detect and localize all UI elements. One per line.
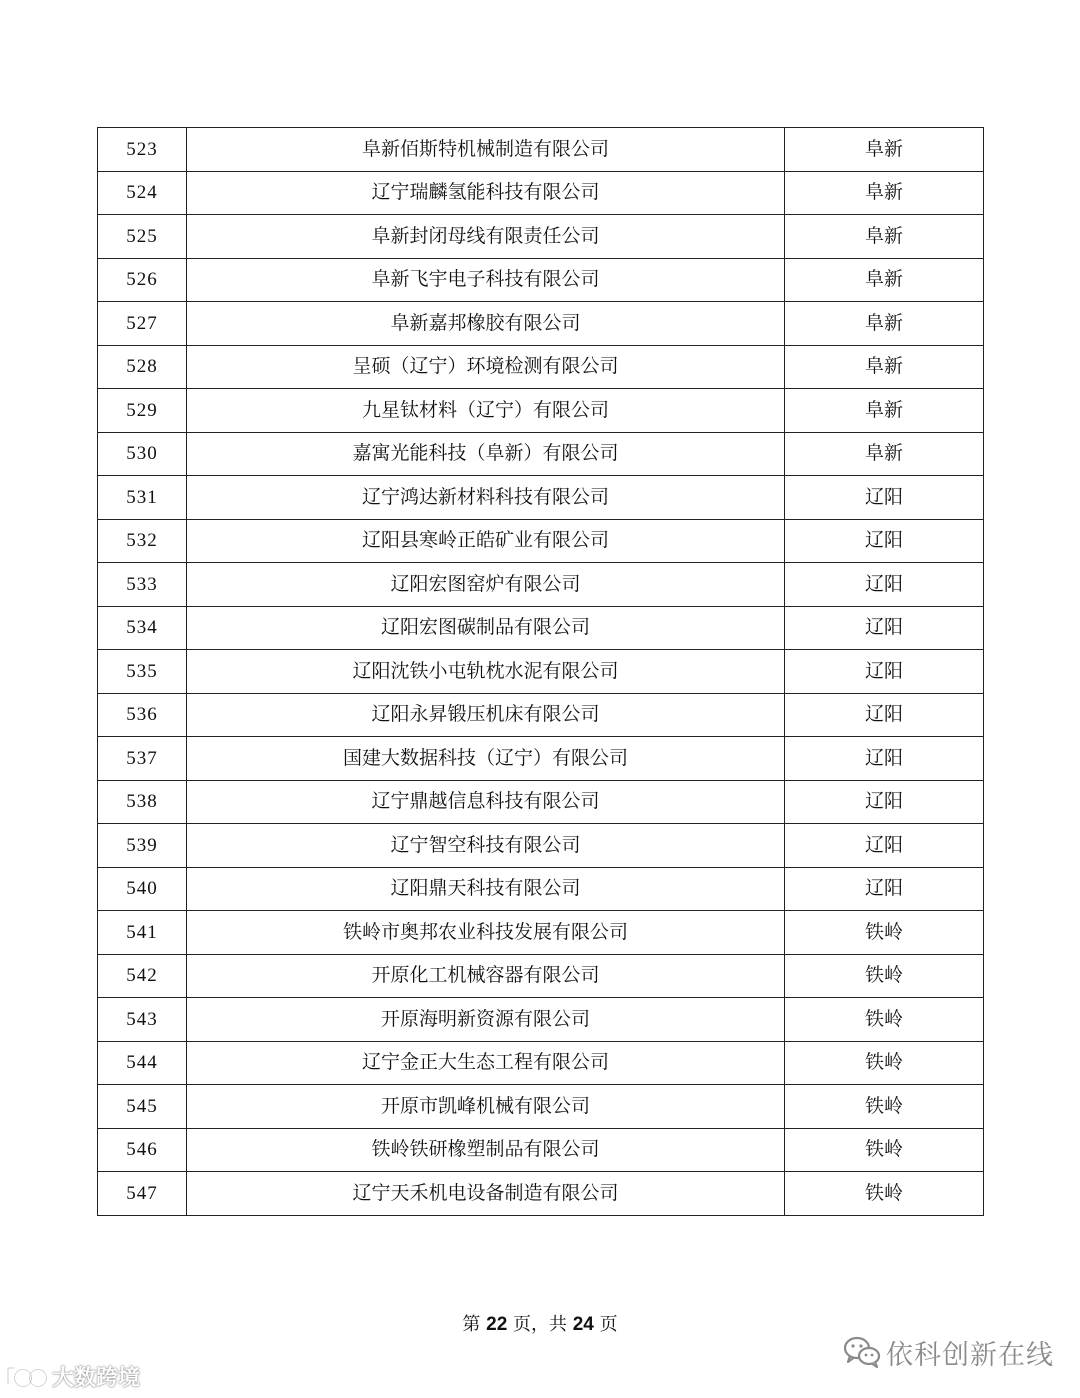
row-number: 528 [98,345,187,389]
table-row [98,998,984,1042]
table-row [98,911,984,955]
city-name: 阜新 [785,302,984,346]
company-name: 阜新飞宇电子科技有限公司 [187,258,785,302]
company-name: 国建大数据科技（辽宁）有限公司 [187,737,785,781]
table-row [98,650,984,694]
row-number: 538 [98,780,187,824]
table-row [98,867,984,911]
brand-logo-icon [4,1362,48,1390]
table-row [98,345,984,389]
footer-prefix: 第 [462,1314,481,1335]
row-number: 546 [98,1128,187,1172]
company-name: 辽宁鸿达新材料科技有限公司 [187,476,785,520]
table-row [98,476,984,520]
table-row [98,1085,984,1129]
company-name: 阜新封闭母线有限责任公司 [187,215,785,259]
row-number: 529 [98,389,187,433]
table-row [98,215,984,259]
footer-page-number: 22 [486,1314,508,1335]
city-name: 阜新 [785,215,984,259]
row-number: 540 [98,867,187,911]
row-number: 533 [98,563,187,607]
company-name: 辽宁瑞麟氢能科技有限公司 [187,171,785,215]
row-number: 523 [98,128,187,172]
company-name: 辽宁鼎越信息科技有限公司 [187,780,785,824]
company-name: 辽阳宏图窑炉有限公司 [187,563,785,607]
brand-watermark [4,1360,140,1392]
table-row [98,563,984,607]
company-name: 九星钛材料（辽宁）有限公司 [187,389,785,433]
wechat-watermark [842,1334,1054,1370]
table-row [98,824,984,868]
footer-suffix: 页 [599,1314,618,1335]
city-name: 辽阳 [785,650,984,694]
row-number: 530 [98,432,187,476]
company-name: 辽阳县寒岭正皓矿业有限公司 [187,519,785,563]
company-name: 辽宁天禾机电设备制造有限公司 [187,1172,785,1216]
city-name: 阜新 [785,345,984,389]
company-name: 开原海明新资源有限公司 [187,998,785,1042]
company-name: 辽阳永昇锻压机床有限公司 [187,693,785,737]
row-number: 531 [98,476,187,520]
row-number: 527 [98,302,187,346]
row-number: 537 [98,737,187,781]
table-row [98,1172,984,1216]
table-row [98,171,984,215]
row-number: 542 [98,954,187,998]
table-row [98,128,984,172]
city-name: 铁岭 [785,911,984,955]
city-name: 阜新 [785,432,984,476]
row-number: 544 [98,1041,187,1085]
row-number: 525 [98,215,187,259]
wechat-icon [842,1335,882,1369]
company-name: 铁岭市奥邦农业科技发展有限公司 [187,911,785,955]
row-number: 534 [98,606,187,650]
company-name: 辽宁智空科技有限公司 [187,824,785,868]
row-number: 532 [98,519,187,563]
city-name: 辽阳 [785,780,984,824]
row-number: 539 [98,824,187,868]
table-row [98,1041,984,1085]
row-number: 536 [98,693,187,737]
company-name: 辽宁金正大生态工程有限公司 [187,1041,785,1085]
brand-watermark-text: 大数跨境 [52,1365,141,1391]
city-name: 辽阳 [785,519,984,563]
city-name: 铁岭 [785,1172,984,1216]
city-name: 辽阳 [785,867,984,911]
company-table [97,127,984,1216]
city-name: 阜新 [785,128,984,172]
table-row [98,954,984,998]
company-name: 阜新佰斯特机械制造有限公司 [187,128,785,172]
company-name: 辽阳宏图碳制品有限公司 [187,606,785,650]
table-row [98,302,984,346]
city-name: 阜新 [785,171,984,215]
company-name: 阜新嘉邦橡胶有限公司 [187,302,785,346]
footer-total-pages: 24 [572,1314,594,1335]
company-table-body [98,128,984,1216]
company-name: 开原市凯峰机械有限公司 [187,1085,785,1129]
city-name: 阜新 [785,258,984,302]
city-name: 阜新 [785,389,984,433]
company-name: 辽阳鼎天科技有限公司 [187,867,785,911]
row-number: 543 [98,998,187,1042]
city-name: 辽阳 [785,606,984,650]
row-number: 545 [98,1085,187,1129]
table-row [98,519,984,563]
company-name: 呈硕（辽宁）环境检测有限公司 [187,345,785,389]
table-row [98,1128,984,1172]
row-number: 547 [98,1172,187,1216]
row-number: 526 [98,258,187,302]
wechat-watermark-text: 依科创新在线 [886,1339,1054,1371]
table-row [98,606,984,650]
city-name: 辽阳 [785,693,984,737]
company-name: 开原化工机械容器有限公司 [187,954,785,998]
city-name: 辽阳 [785,824,984,868]
footer-middle: 页，共 [513,1314,567,1335]
row-number: 524 [98,171,187,215]
table-row [98,389,984,433]
table-row [98,258,984,302]
city-name: 辽阳 [785,737,984,781]
company-name: 辽阳沈铁小屯轨枕水泥有限公司 [187,650,785,694]
city-name: 铁岭 [785,998,984,1042]
table-row [98,693,984,737]
city-name: 辽阳 [785,476,984,520]
row-number: 535 [98,650,187,694]
city-name: 铁岭 [785,954,984,998]
row-number: 541 [98,911,187,955]
city-name: 辽阳 [785,563,984,607]
city-name: 铁岭 [785,1041,984,1085]
table-row [98,432,984,476]
city-name: 铁岭 [785,1085,984,1129]
table-row [98,737,984,781]
city-name: 铁岭 [785,1128,984,1172]
company-name: 嘉寓光能科技（阜新）有限公司 [187,432,785,476]
company-name: 铁岭铁研橡塑制品有限公司 [187,1128,785,1172]
table-row [98,780,984,824]
